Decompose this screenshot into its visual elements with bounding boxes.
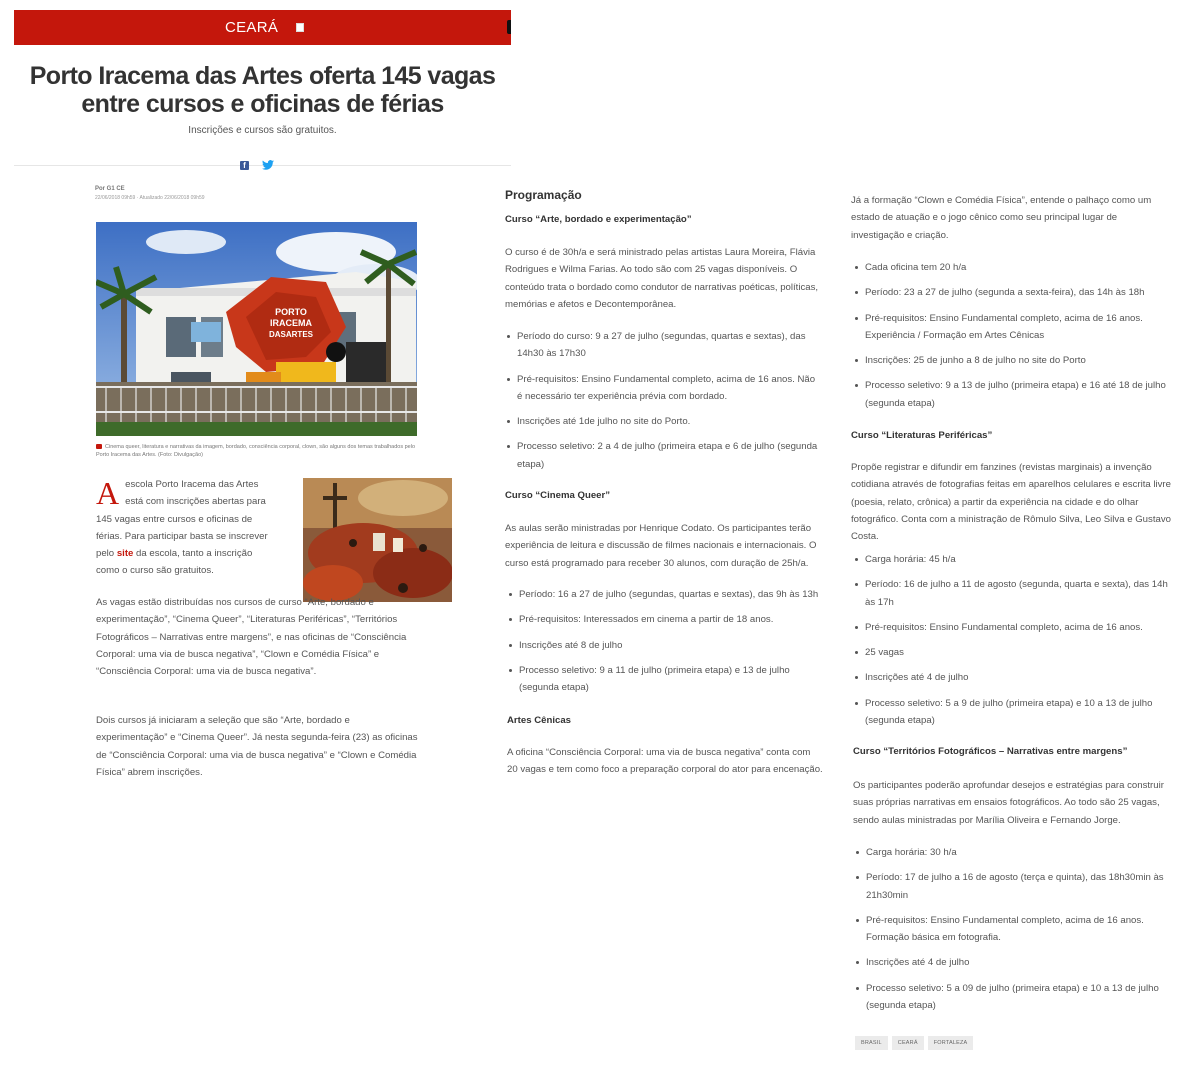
- list-item: Cada oficina tem 20 h/a: [853, 259, 1171, 276]
- course-cinema-text: As aulas serão ministradas por Henrique Codato. Os participantes terão experiência de leitura e discussão de filmes nacionais e internacionais. O curso está programado para receber 30 alunos, com duração de 25h/a.: [505, 523, 817, 569]
- list-item: Pré-requisitos: Interessados em cinema a partir de 18 anos.: [507, 611, 823, 628]
- camera-icon: [96, 444, 102, 449]
- section-header-bar: [14, 10, 511, 45]
- artes-cenicas-text: A oficina “Consciência Corporal: uma via de busca negativa” conta com 20 vagas e tem como foco a preparação corporal do ator para encenação.: [507, 747, 823, 776]
- article-title-line-1: Porto Iracema das Artes oferta 145 vagas: [29, 62, 496, 90]
- hero-photo: [96, 222, 417, 436]
- site-link[interactable]: site: [116, 548, 134, 560]
- publish-dates: 22/06/2018 09h59 · Atualizado 22/06/2018 09h59: [95, 195, 205, 201]
- hero-sign-text-1: PORTO: [275, 307, 307, 317]
- list-item: Inscrições até 4 de julho: [854, 954, 1171, 971]
- list-item: Inscrições até 1de julho no site do Porto.: [505, 413, 823, 430]
- course-arte-text: O curso é de 30h/a e será ministrado pelas artistas Laura Moreira, Flávia Rodrigues e Wilma Farias. Ao todo são com 25 vagas disponíveis. O conteúdo trata o bordado como condutor de narrativas poéticas, políticas, memórias e afetos e Decontemporânea.: [505, 247, 819, 310]
- list-item: Processo seletivo: 9 a 13 de julho (primeira etapa) e 16 até 18 de julho (segunda etapa): [853, 377, 1171, 412]
- territorios-title: Curso “Territórios Fotográficos – Narrativas entre margens”: [853, 746, 1128, 757]
- list-item: Pré-requisitos: Ensino Fundamental completo, acima de 16 anos. Formação básica em fotografia.: [854, 912, 1171, 947]
- hero-sign-text-2: IRACEMA: [270, 318, 312, 328]
- territorios-list: [854, 844, 1171, 1014]
- course-cinema-title: Curso “Cinema Queer”: [505, 490, 611, 501]
- list-item: 25 vagas: [853, 644, 1171, 661]
- list-item: Pré-requisitos: Ensino Fundamental completo, acima de 16 anos. Não é necessário ter experiência prévia com bordado.: [505, 371, 823, 406]
- list-item: Pré-requisitos: Ensino Fundamental completo, acima de 16 anos. Experiência / Formação em Artes Cênicas: [853, 310, 1171, 345]
- intro-text-b: da escola, tanto a inscrição como o curso são gratuitos.: [96, 548, 253, 577]
- hero-caption-text: Cinema queer, literatura e narrativas da imagem, bordado, consciência corporal, clown, são alguns dos temas trabalhados pelo Porto Iracema das Artes. (Foto: Divulgação): [96, 444, 416, 458]
- intro-paragraph: [96, 476, 276, 580]
- list-item: Período: 16 de julho a 11 de agosto (segunda, quarta e sexta), das 14h às 17h: [853, 576, 1171, 611]
- vagas-paragraph: As vagas estão distribuídas nos cursos de curso “Arte, bordado e experimentação”, “Cinema Queer”, “Literaturas Periféricas”, “Territórios Fotográficos – Narrativas entre margens”, e nas oficinas de “Consciência Corporal: uma via de busca negativa”, “Clown e Comédia Física” e “Consciência Corporal: uma via de busca negativa”.: [96, 597, 407, 678]
- tag-ceara[interactable]: CEARÁ: [892, 1036, 924, 1050]
- list-item: Processo seletivo: 9 a 11 de julho (primeira etapa) e 13 de julho (segunda etapa): [507, 662, 823, 697]
- section-title[interactable]: CEARÁ: [225, 19, 279, 36]
- hero-sign-text-3: DASARTES: [268, 330, 314, 339]
- clown-text: Já a formação “Clown e Comédia Física”, entende o palhaço como um estado de atuação e o jogo cênico como seu principal lugar de investigação e criação.: [851, 195, 1152, 241]
- list-item: Período do curso: 9 a 27 de julho (segundas, quartas e sextas), das 14h30 às 17h30: [505, 328, 823, 363]
- tag-list: [855, 1031, 977, 1050]
- territorios-text: Os participantes poderão aprofundar desejos e estratégias para construir suas próprias narrativas em ensaios fotográficos. Ao todo são 25 vagas, sendo aulas ministradas por Marília Oliveira e Fernando Jorge.: [853, 780, 1164, 826]
- selecao-paragraph: Dois cursos já iniciaram a seleção que são “Arte, bordado e experimentação” e “Cinema Queer”. Já nesta segunda-feira (23) as oficinas de “Consciência Corporal: uma via de busca negativa” e “Clown e Comédia Física” abrem inscrições.: [96, 715, 418, 778]
- list-item: Carga horária: 30 h/a: [854, 844, 1171, 861]
- twitter-share-icon[interactable]: [262, 160, 274, 170]
- clown-list: [853, 259, 1171, 412]
- intro-text-a: escola Porto Iracema das Artes está com inscrições abertas para 145 vagas entre cursos e oficinas de férias. Para participar basta se inscrever pelo: [96, 479, 268, 560]
- article-subtitle: Inscrições e cursos são gratuitos.: [188, 125, 337, 136]
- list-item: Período: 16 a 27 de julho (segundas, quartas e sextas), das 9h às 13h: [507, 586, 823, 603]
- course-arte-title: Curso “Arte, bordado e experimentação”: [505, 214, 692, 225]
- literaturas-title: Curso “Literaturas Periféricas”: [851, 430, 993, 441]
- menu-edge-icon[interactable]: [507, 20, 511, 34]
- list-item: Período: 23 a 27 de julho (segunda a sexta-feira), das 14h às 18h: [853, 284, 1171, 301]
- hero-caption: [96, 443, 417, 459]
- byline: Por G1 CE: [95, 186, 125, 192]
- tag-fortaleza[interactable]: FORTALEZA: [928, 1036, 974, 1050]
- broken-image-icon: [296, 23, 304, 32]
- course-arte-list: [505, 328, 823, 473]
- literaturas-text: Propõe registrar e difundir em fanzines (revistas marginais) a invenção cotidiana através de fotografias feitas em aparelhos celulares e escrita livre (poesia, relato, crônica) a partir da experiência na cidade e do olhar fotográfico. Conta com a ministração de Rômulo Silva, Leo Silva e Gustavo Costa.: [851, 462, 1171, 543]
- programacao-heading: Programação: [505, 188, 582, 202]
- list-item: Inscrições até 4 de julho: [853, 669, 1171, 686]
- list-item: Inscrições até 8 de julho: [507, 637, 823, 654]
- list-item: Inscrições: 25 de junho a 8 de julho no site do Porto: [853, 352, 1171, 369]
- article-title-line-2: entre cursos e oficinas de férias: [81, 90, 444, 118]
- list-item: Pré-requisitos: Ensino Fundamental completo, acima de 16 anos.: [853, 619, 1171, 636]
- list-item: Processo seletivo: 2 a 4 de julho (primeira etapa e 6 de julho (segunda etapa): [505, 438, 823, 473]
- list-item: Período: 17 de julho a 16 de agosto (terça e quinta), das 18h30min às 21h30min: [854, 869, 1171, 904]
- list-item: Processo seletivo: 5 a 9 de julho (primeira etapa) e 10 a 13 de julho (segunda etapa): [853, 695, 1171, 730]
- artes-cenicas-title: Artes Cênicas: [507, 715, 571, 726]
- drop-cap: A: [96, 475, 120, 511]
- list-item: Carga horária: 45 h/a: [853, 551, 1171, 568]
- course-cinema-list: [507, 586, 823, 696]
- inline-painting: [303, 478, 452, 602]
- article-title: [14, 62, 511, 118]
- facebook-share-icon[interactable]: f: [240, 161, 249, 170]
- literaturas-list: [853, 551, 1171, 729]
- tag-brasil[interactable]: BRASIL: [855, 1036, 888, 1050]
- list-item: Processo seletivo: 5 a 09 de julho (primeira etapa) e 10 a 13 de julho (segunda etapa): [854, 980, 1171, 1015]
